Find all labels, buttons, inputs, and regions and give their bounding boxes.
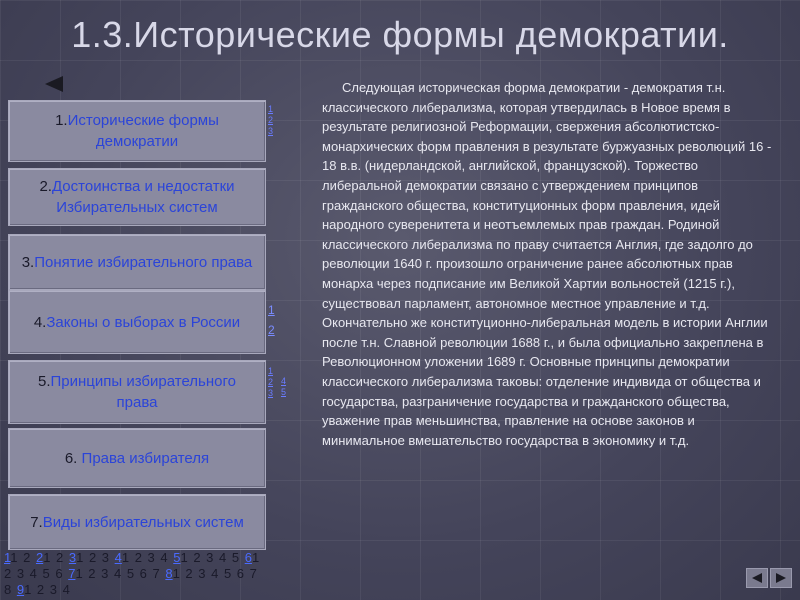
bottom-link[interactable]: 6 [244,550,252,565]
triangle-left-icon [45,76,63,92]
menu-item-6[interactable]: 6. Права избирателя [8,428,266,488]
bottom-link[interactable]: 5 [173,550,181,565]
menu-item-1[interactable]: 1.Исторические формы демократии [8,100,266,162]
bottom-link[interactable]: 7 [68,566,76,581]
main-paragraph: Следующая историческая форма демократии - демократия т.н. классического либерализма, которая утвердилась в Новое время в результате религиозной Реформации, свержения абсолютистско-монархических форм правления в результате буржуазных революций 16 - 18 в.в. (нидерландской, английской, французской). Торжество либеральной демократии связано с утверждением принципов гражданского общества, конституционных форм правления, идей народного суверенитета и неотъемлемых прав граждан. Родиной классического либерализма по праву считается Англия, где задолго до революции 1640 г. произошло ограничение ранее абсолютных прав монарха через подписание им Великой Хартии вольностей (1215 г.), существовал парламент, автономное местное управление и т.д. Окончательно же конституционно-либеральная модель в истории Англии после т.н. Славной революции 1688 г., и была официально закреплена в Революционном уложении 1689 г. Основные принципы демократии классического либерализма таковы: отделение индивида от общества и государства, разграничение государства и гражданского общества, уважение прав меньшинства, правление на основе законов и минимальное вмешательство государства в экономику и т.д. [322,80,772,448]
menu-item-label: Понятие избирательного права [34,253,253,271]
menu-item-label: Виды избирательных систем [42,513,244,531]
bottom-link[interactable]: 3 [68,550,77,565]
menu-item-label: Права избирателя [81,449,210,467]
side-links-5a [268,366,273,399]
bottom-link[interactable]: 8 [165,566,173,581]
side-link[interactable]: 2 [268,323,275,337]
triangle-left-icon [752,573,762,583]
menu-item-label: Законы о выборах в России [46,313,241,331]
side-link[interactable]: 1 [268,303,275,317]
menu-item-3[interactable]: 3.Понятие избирательного права [8,234,266,290]
bottom-link[interactable]: 4 [114,550,122,565]
triangle-right-icon [776,573,786,583]
side-links-1 [268,104,273,137]
menu-item-4[interactable]: 4.Законы о выборах в России [8,290,266,354]
back-button[interactable] [40,72,68,96]
side-link[interactable]: 4 [281,376,287,386]
bottom-link[interactable]: 9 [16,582,25,597]
prev-button[interactable] [746,568,768,588]
side-link[interactable]: 3 [268,126,274,136]
side-links-4 [268,300,275,340]
main-text [322,78,776,450]
side-link[interactable]: 2 [268,377,274,387]
bottom-links: 11 2 21 2 31 2 3 41 2 3 4 51 2 3 4 5 61 2 3 4 5 6 71 2 3 4 5 6 7 81 2 3 4 5 6 7 8 91 2 3 4 [4,550,260,597]
menu-item-7[interactable]: 7.Виды избирательных систем [8,494,266,550]
bottom-link[interactable]: 2 [35,550,44,565]
menu-item-label: Исторические формы демократии [67,112,219,150]
page-title: 1.3.Исторические формы демократии. [71,14,729,55]
menu-item-label: Достоинства и недостатки Избирательных систем [51,178,235,216]
side-link[interactable]: 3 [268,388,274,398]
menu-item-2[interactable]: 2.Достоинства и недостатки Избирательных систем [8,168,266,226]
side-link[interactable]: 2 [268,115,274,125]
side-links-5b [281,376,286,398]
side-link[interactable]: 1 [268,104,274,114]
bottom-link[interactable]: 1 [4,550,11,565]
menu-item-5[interactable]: 5.Принципы избирательного права [8,360,266,424]
side-link[interactable]: 1 [268,366,274,376]
next-button[interactable] [770,568,792,588]
side-link[interactable]: 5 [281,387,287,397]
menu-item-label: Принципы избирательного права [50,373,236,411]
